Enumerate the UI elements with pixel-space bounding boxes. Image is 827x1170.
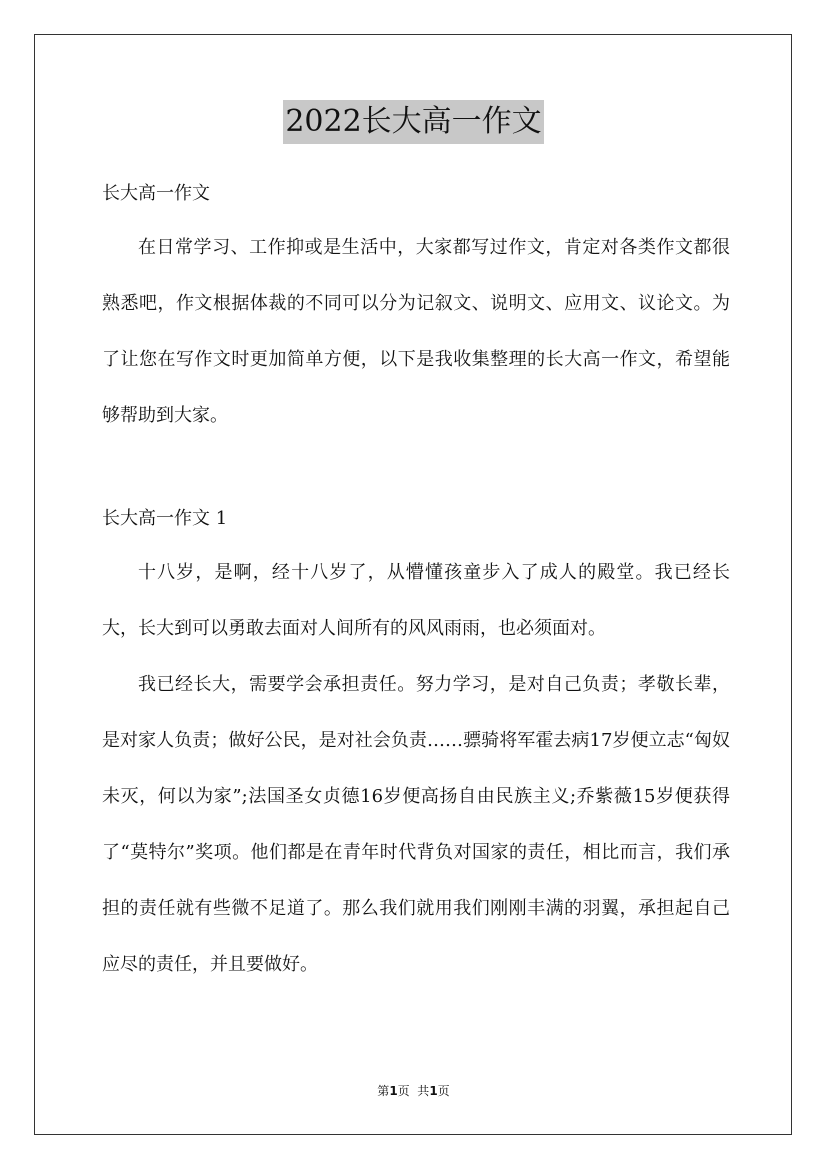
footer-page-number: 1 xyxy=(389,1084,398,1098)
section1-heading: 长大高一作文 1 xyxy=(102,508,228,529)
footer-suffix: 页 xyxy=(437,1084,450,1098)
section1-body xyxy=(102,545,730,993)
section1-paragraph-1: 十八岁，是啊，经十八岁了，从懵懂孩童步入了成人的殿堂。我已经长大，长大到可以勇敢去面对人间所有的风风雨雨，也必须面对。 xyxy=(102,562,730,639)
document-title: 2022长大高一作文 xyxy=(283,100,543,144)
footer-total-pages: 1 xyxy=(429,1084,438,1098)
title-container xyxy=(0,100,827,144)
intro-heading: 长大高一作文 xyxy=(102,183,210,204)
intro-paragraph: 在日常学习、工作抑或是生活中，大家都写过作文，肯定对各类作文都很熟悉吧，作文根据体裁的不同可以分为记叙文、说明文、应用文、议论文。为了让您在写作文时更加简单方便，以下是我收集整理的长大高一作文，希望能够帮助到大家。 xyxy=(102,237,730,426)
footer-mid: 页 共 xyxy=(397,1084,430,1098)
page-footer xyxy=(0,1082,827,1099)
intro-section xyxy=(102,220,730,444)
section1-paragraph-2: 我已经长大，需要学会承担责任。努力学习，是对自己负责；孝敬长辈，是对家人负责；做好公民，是对社会负责……骠骑将军霍去病17岁便立志“匈奴未灭，何以为家”;法国圣女贞德16岁便高扬自由民族主义;乔紫薇15岁便获得了“莫特尔”奖项。他们都是在青年时代背负对国家的责任，相比而言，我们承担的责任就有些微不足道了。那么我们就用我们刚刚丰满的羽翼，承担起自己应尽的责任，并且要做好。 xyxy=(102,674,730,975)
footer-prefix: 第 xyxy=(377,1084,390,1098)
